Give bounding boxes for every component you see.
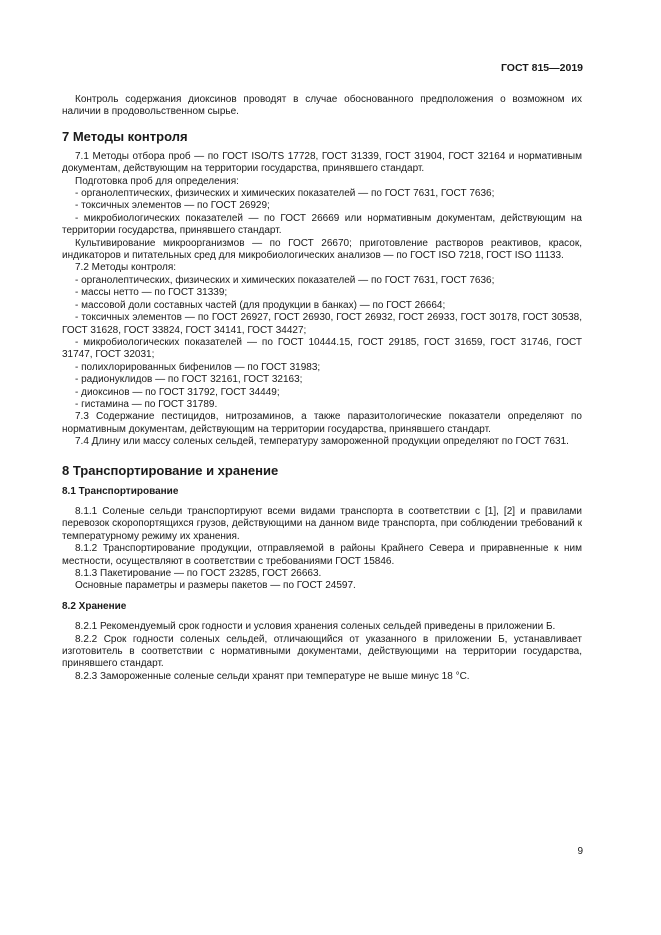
list-item: - органолептических, физических и химических показателей — по ГОСТ 7631, ГОСТ 7636; [75,188,495,200]
paragraph-7-3: 7.3 Содержание пестицидов, нитрозаминов, а также паразитологические показатели определяют по нормативным документам, действующим на территории государства, принявшего стандарт. [62,411,582,435]
list-item: - полихлорированных бифенилов — по ГОСТ 31983; [75,361,321,373]
list-item: - массовой доли составных частей (для продукции в банках) — по ГОСТ 26664; [75,299,446,311]
paragraph-7-2: 7.2 Методы контроля: [75,262,177,274]
list-item: - массы нетто — по ГОСТ 31339; [75,287,228,299]
paragraph-7-1: 7.1 Методы отбора проб — по ГОСТ ISO/TS 17728, ГОСТ 31339, ГОСТ 31904, ГОСТ 32164 и нормативным документам, действующим на территории государства, принявшего стандарт. [62,150,582,175]
list-item: - токсичных элементов — по ГОСТ 26927, ГОСТ 26930, ГОСТ 26932, ГОСТ 26933, ГОСТ 30178, ГОСТ 30538, ГОСТ 31628, ГОСТ 33824, ГОСТ 34141, ГОСТ 34427; [62,312,582,336]
list-item: - органолептических, физических и химических показателей — по ГОСТ 7631, ГОСТ 7636; [75,274,495,286]
list-item: - микробиологических показателей — по ГОСТ 26669 или нормативным документам, действующим на территории государства, принявшего стандарт. [62,212,582,237]
paragraph-cultivation: Культивирование микроорганизмов — по ГОСТ 26670; приготовление растворов реактивов, красок, индикаторов и питательных сред для микробиологических анализов — по ГОСТ ISO 7218, ГОСТ ISO 11133. [62,237,582,262]
section-7-title: 7 Методы контроля [62,128,188,144]
paragraph-sample-prep: Подготовка проб для определения: [75,175,239,187]
subsection-8-1-title: 8.1 Транспортирование [62,485,179,497]
section-8-title: 8 Транспортирование и хранение [62,462,279,478]
paragraph-7-4: 7.4 Длину или массу соленых сельдей, температуру замороженной продукции определяют по ГОСТ 7631. [75,436,569,448]
page-content [62,94,582,683]
list-item: - микробиологических показателей — по ГОСТ 10444.15, ГОСТ 29185, ГОСТ 31659, ГОСТ 31746, ГОСТ 31747, ГОСТ 32031; [62,336,582,361]
paragraph-8-1-2: 8.1.2 Транспортирование продукции, отправляемой в районы Крайнего Севера и приравненные к ним местности, осуществляют в соответствии с требованиями ГОСТ 15846. [62,543,582,567]
paragraph-package-params: Основные параметры и размеры пакетов — по ГОСТ 24597. [75,580,356,592]
page-number: 9 [577,846,583,857]
list-item: - радионуклидов — по ГОСТ 32161, ГОСТ 32163; [75,374,303,386]
paragraph-8-1-3: 8.1.3 Пакетирование — по ГОСТ 23285, ГОСТ 26663. [75,568,322,579]
paragraph-8-2-3: 8.2.3 Замороженные соленые сельди хранят при температуре не выше минус 18 °С. [75,670,470,682]
paragraph-8-2-2: 8.2.2 Срок годности соленых сельдей, отличающийся от указанного в приложении Б, устанавливает изготовитель в соответствии с нормативными документами, действующими на территории государства, принявшего стандарт. [62,633,582,670]
paragraph-dioxin-control: Контроль содержания диоксинов проводят в случае обоснованного предположения о возможном их наличии в продовольственном сырье. [62,94,582,118]
paragraph-8-2-1: 8.2.1 Рекомендуемый срок годности и условия хранения соленых сельдей приведены в приложении Б. [75,621,556,633]
list-item: - диоксинов — по ГОСТ 31792, ГОСТ 34449; [75,386,280,398]
list-item: - гистамина — по ГОСТ 31789. [75,398,218,410]
list-item: - токсичных элементов — по ГОСТ 26929; [75,200,270,212]
document-code-header: ГОСТ 815—2019 [500,62,583,74]
subsection-8-2-title: 8.2 Хранение [62,600,127,612]
paragraph-8-1-1: 8.1.1 Соленые сельди транспортируют всеми видами транспорта в соответствии с [1], [2] и правилами перевозок скоропортящихся грузов, действующими на данном виде транспорта, при соблюдении требований к температурному режиму их хранения. [62,505,582,542]
